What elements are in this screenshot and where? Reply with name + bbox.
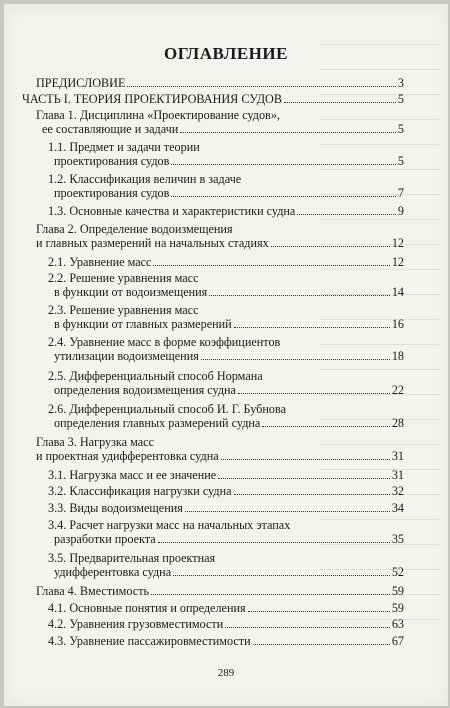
toc-entry-3-2: 3.2. Классификация нагрузки судна 32: [48, 484, 404, 498]
page-title: ОГЛАВЛЕНИЕ: [164, 44, 288, 63]
toc-entry-chapter-4: Глава 4. Вместимость 59: [36, 584, 404, 598]
toc-entry-4-1: 4.1. Основные понятия и определения 59: [48, 601, 404, 615]
toc-entry-4-2: 4.2. Уравнения грузовместимости 63: [48, 617, 404, 631]
toc-entry-2-4: 2.4. Уравнение масс в форме коэффициентов утилизации водоизмещения 18: [48, 335, 404, 363]
toc-entry-preface: ПРЕДИСЛОВИЕ 3: [36, 76, 404, 90]
toc-entry-3-5: 3.5. Предварительная проектная удифферентовка судна 52: [48, 551, 404, 579]
toc-entry-2-1: 2.1. Уравнение масс 12: [48, 255, 404, 269]
toc-entry-2-3: 2.3. Решение уравнения масс в функции от главных размерений 16: [48, 303, 404, 331]
toc-entry-1-3: 1.3. Основные качества и характеристики судна 9: [48, 204, 404, 218]
toc-entry-3-3: 3.3. Виды водоизмещения 34: [48, 501, 404, 515]
toc-entry-1-2: 1.2. Классификация величин в задаче проектирования судов 7: [48, 172, 404, 200]
toc-entry-2-2: 2.2. Решение уравнения масс в функции от водоизмещения 14: [48, 271, 404, 299]
toc-entry-3-1: 3.1. Нагрузка масс и ее значение 31: [48, 468, 404, 482]
toc-entry-part-1: ЧАСТЬ I. ТЕОРИЯ ПРОЕКТИРОВАНИЯ СУДОВ 5: [22, 92, 404, 106]
toc-entry-2-5: 2.5. Дифференциальный способ Нормана определения водоизмещения судна 22: [48, 369, 404, 397]
toc-entry-chapter-1: Глава 1. Дисциплина «Проектирование судов», ее составляющие и задачи 5: [36, 108, 404, 136]
toc-entry-1-1: 1.1. Предмет и задачи теории проектирования судов 5: [48, 140, 404, 168]
toc-entry-chapter-2: Глава 2. Определение водоизмещения и главных размерений на начальных стадиях 12: [36, 222, 404, 250]
toc-entry-chapter-3: Глава 3. Нагрузка масс и проектная удифферентовка судна 31: [36, 435, 404, 463]
book-page: [4, 4, 448, 706]
toc-entry-4-3: 4.3. Уравнение пассажировместимости 67: [48, 634, 404, 648]
toc-entry-3-4: 3.4. Расчет нагрузки масс на начальных этапах разработки проекта 35: [48, 518, 404, 546]
toc-entry-2-6: 2.6. Дифференциальный способ И. Г. Бубнова определения главных размерений судна 28: [48, 402, 404, 430]
page-number: 289: [217, 667, 235, 679]
